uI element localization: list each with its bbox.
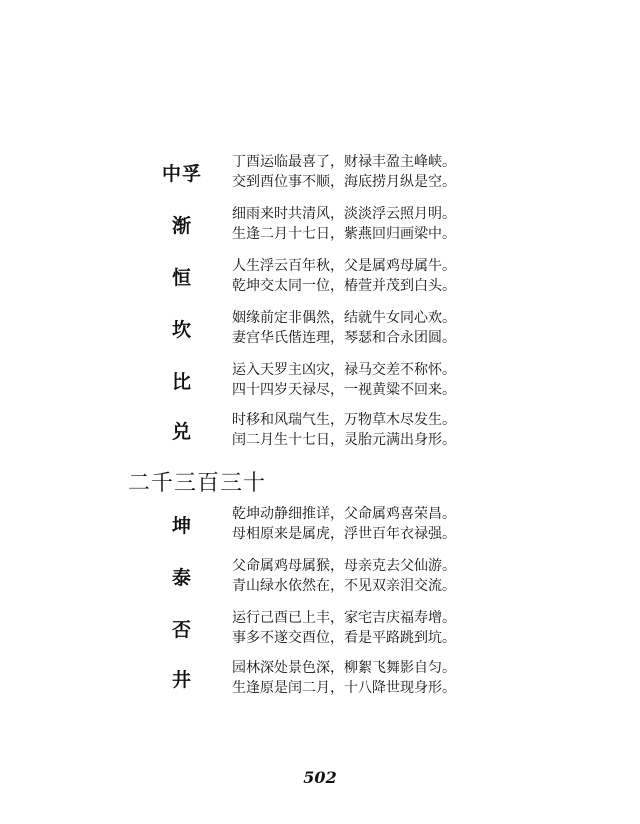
verse-line-2: 妻宫华氏偕连理，琴瑟和合永团圆。	[232, 330, 456, 346]
verse-entry	[0, 308, 640, 352]
hexagram-name: 坎	[171, 319, 192, 341]
verse-line-2: 生逢二月十七日，紫燕回归画梁中。	[232, 226, 456, 242]
verse-entry	[0, 504, 640, 548]
page-number: 502	[303, 768, 337, 787]
verse-line-1: 细雨来时共清风，淡淡浮云照月明。	[232, 206, 456, 222]
verse-entry	[0, 608, 640, 652]
verse-line-1: 园林深处景色深，柳絮飞舞影自匀。	[232, 660, 456, 676]
verse-line-2: 生逢原是闰二月，十八降世现身形。	[232, 680, 456, 696]
verse-line-1: 运入天罗主凶灾，禄马交差不称怀。	[232, 362, 456, 378]
verse-entry	[0, 410, 640, 454]
hexagram-name: 中孚	[161, 163, 202, 185]
verse-entry	[0, 556, 640, 600]
verse-line-1: 时移和风瑞气生，万物草木尽发生。	[232, 412, 456, 428]
verse-line-2: 乾坤交太同一位，椿萱并茂到白头。	[232, 278, 456, 294]
hexagram-name: 兑	[171, 421, 192, 443]
hexagram-name: 井	[171, 669, 192, 691]
verse-line-2: 四十四岁天禄尽，一视黄粱不回来。	[232, 382, 456, 398]
verse-entry	[0, 658, 640, 702]
verse-line-2: 事多不遂交酉位，看是平路跳到坑。	[232, 630, 456, 646]
verse-line-1: 乾坤动静细推详，父命属鸡喜荣昌。	[232, 506, 456, 522]
hexagram-name: 比	[171, 371, 192, 393]
verse-line-1: 父命属鸡母属猴，母亲克去父仙游。	[232, 558, 456, 574]
verse-entry	[0, 152, 640, 196]
verse-line-1: 运行己酉已上丰，家宅吉庆福寿增。	[232, 610, 456, 626]
verse-line-2: 交到酉位事不顺，海底捞月纵是空。	[232, 174, 456, 190]
verse-line-1: 人生浮云百年秋，父是属鸡母属牛。	[232, 258, 456, 274]
hexagram-name: 泰	[171, 567, 192, 589]
verse-line-2: 青山绿水依然在，不见双亲泪交流。	[232, 578, 456, 594]
verse-entry	[0, 204, 640, 248]
hexagram-name: 渐	[171, 215, 192, 237]
hexagram-name: 否	[171, 619, 192, 641]
verse-line-1: 丁酉运临最喜了，财禄丰盈主峰峡。	[232, 154, 456, 170]
verse-line-1: 姻缘前定非偶然，结就牛女同心欢。	[232, 310, 456, 326]
section-heading: 二千三百三十	[128, 471, 267, 496]
verse-entry	[0, 360, 640, 404]
hexagram-name: 恒	[171, 267, 192, 289]
verse-line-2: 母相原来是属虎，浮世百年衣禄强。	[232, 526, 456, 542]
verse-entry	[0, 256, 640, 300]
verse-line-2: 闰二月生十七日，灵胎元满出身形。	[232, 432, 456, 448]
hexagram-name: 坤	[171, 515, 192, 537]
